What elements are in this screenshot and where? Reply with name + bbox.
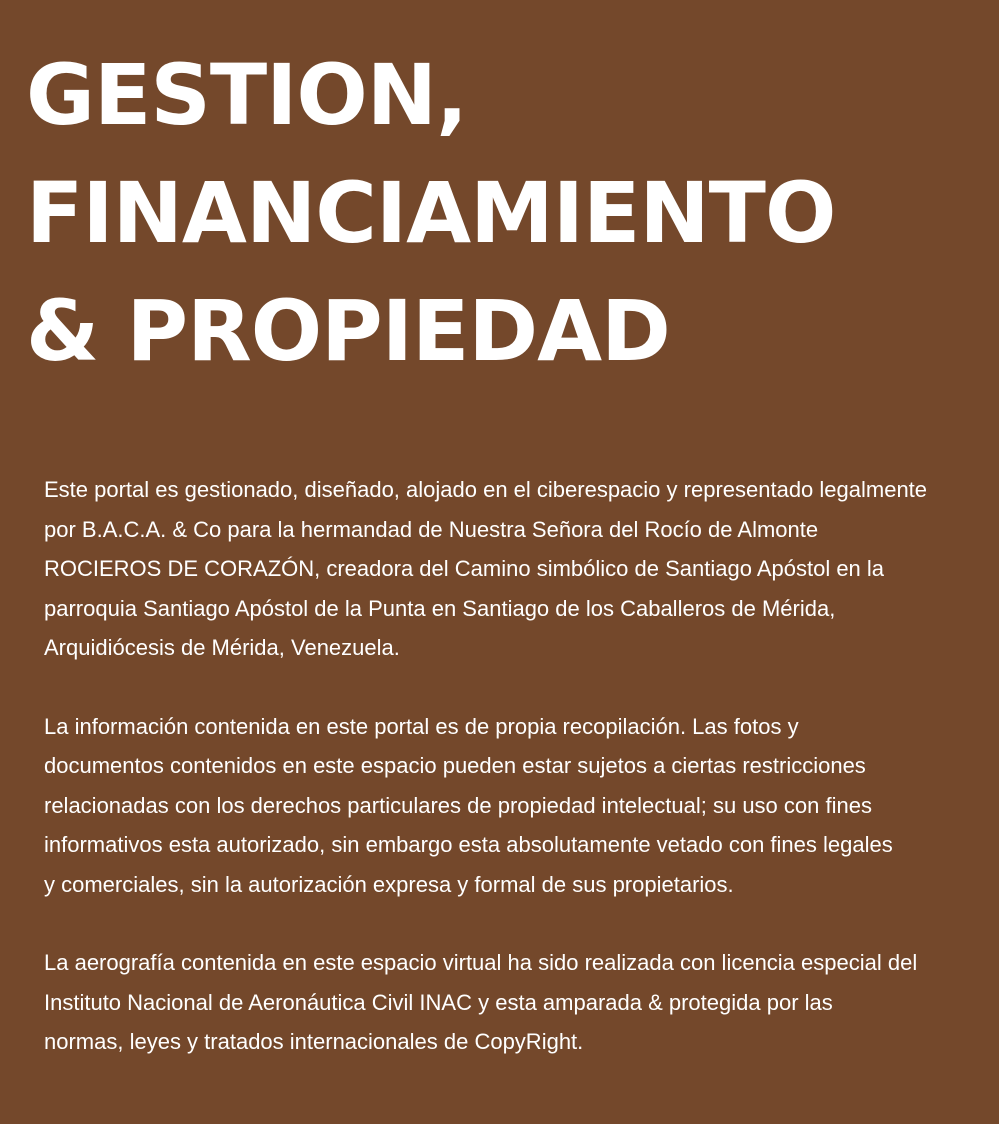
- text-line: La aerografía contenida en este espacio virtual ha sido realizada con licencia especial del: [44, 950, 918, 975]
- title-line: FINANCIAMIENTO: [26, 164, 836, 262]
- text-line: informativos esta autorizado, sin embargo esta absolutamente vetado con fines legales: [44, 832, 893, 857]
- text-line: ROCIEROS DE CORAZÓN, creadora del Camino simbólico de Santiago Apóstol en la: [44, 556, 885, 581]
- title-line: GESTION,: [26, 46, 467, 144]
- body-text: [44, 470, 954, 1101]
- text-line: documentos contenidos en este espacio pueden estar sujetos a ciertas restricciones: [44, 753, 866, 778]
- text-line: relacionadas con los derechos particulares de propiedad intelectual; su uso con fines: [44, 792, 872, 818]
- text-line: parroquia Santiago Apóstol de la Punta en Santiago de los Caballeros de Mérida,: [44, 595, 836, 621]
- text-line: Arquidiócesis de Mérida, Venezuela.: [44, 635, 400, 660]
- page-title: [26, 36, 835, 390]
- text-line: Instituto Nacional de Aeronáutica Civil INAC y esta amparada & protegida por las: [44, 989, 833, 1015]
- text-line: y comerciales, sin la autorización expresa y formal de sus propietarios.: [44, 871, 734, 897]
- copyright-paragraph: [44, 943, 954, 1062]
- management-paragraph: [44, 470, 954, 668]
- text-line: La información contenida en este portal es de propia recopilación. Las fotos y: [44, 713, 799, 739]
- text-line: normas, leyes y tratados internacionales de CopyRight.: [44, 1029, 584, 1054]
- text-line: por B.A.C.A. & Co para la hermandad de Nuestra Señora del Rocío de Almonte: [44, 516, 819, 542]
- information-paragraph: [44, 707, 954, 905]
- title-line: & PROPIEDAD: [26, 282, 670, 380]
- text-line: Este portal es gestionado, diseñado, alojado en el ciberespacio y representado legalmente: [44, 477, 928, 502]
